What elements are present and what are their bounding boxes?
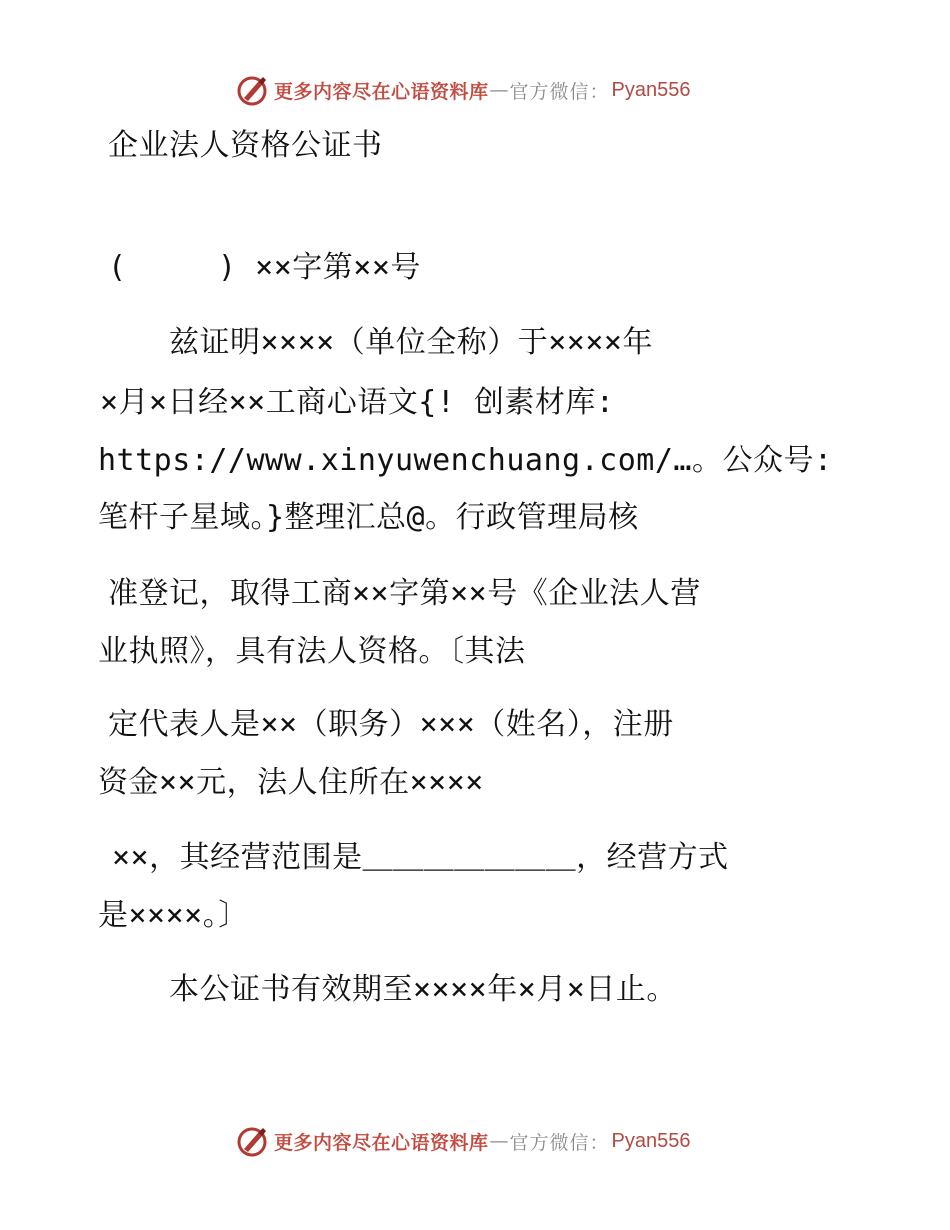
paragraph-line: https://www.xinyuwenchuang.com/…。公众号: — [98, 443, 833, 478]
paragraph-line: 本公证书有效期至××××年×月×日止。 — [108, 972, 677, 1007]
paragraph-line: ×月×日经××工商心语文{! 创素材库: — [100, 385, 615, 420]
certificate-number: ( ) ××字第××号 — [108, 250, 421, 285]
banner-wechat-id: Pyan556 — [611, 78, 691, 101]
banner-wechat-label: 官方微信： — [509, 1131, 610, 1154]
paragraph-line: 兹证明××××（单位全称）于××××年 — [108, 325, 653, 360]
header-banner — [236, 73, 691, 107]
paragraph-line: 是××××。〕 — [98, 898, 249, 933]
banner-wechat-id: Pyan556 — [611, 1129, 691, 1152]
pen-logo-icon — [236, 1125, 268, 1157]
paragraph-line: 资金××元，法人住所在×××× — [98, 765, 484, 800]
banner-dash: — — [489, 1130, 509, 1152]
paragraph-line: ××，其经营范围是＿＿＿＿＿＿＿，经营方式 — [112, 840, 729, 875]
banner-dash: — — [489, 79, 509, 101]
banner-text: 更多内容尽在心语资料库 — [274, 80, 489, 103]
pen-logo-icon — [236, 74, 268, 106]
paragraph-line: 笔杆子星域。}整理汇总@。行政管理局核 — [98, 500, 639, 535]
paragraph-line: 业执照》，具有法人资格。〔其法 — [98, 634, 526, 669]
document-title: 企业法人资格公证书 — [108, 128, 383, 163]
footer-banner — [236, 1124, 691, 1158]
banner-text: 更多内容尽在心语资料库 — [274, 1131, 489, 1154]
banner-wechat-label: 官方微信： — [509, 80, 610, 103]
paragraph-line: 准登记，取得工商××字第××号《企业法人营 — [108, 576, 701, 611]
paragraph-line: 定代表人是××（职务）×××（姓名），注册 — [108, 707, 674, 742]
